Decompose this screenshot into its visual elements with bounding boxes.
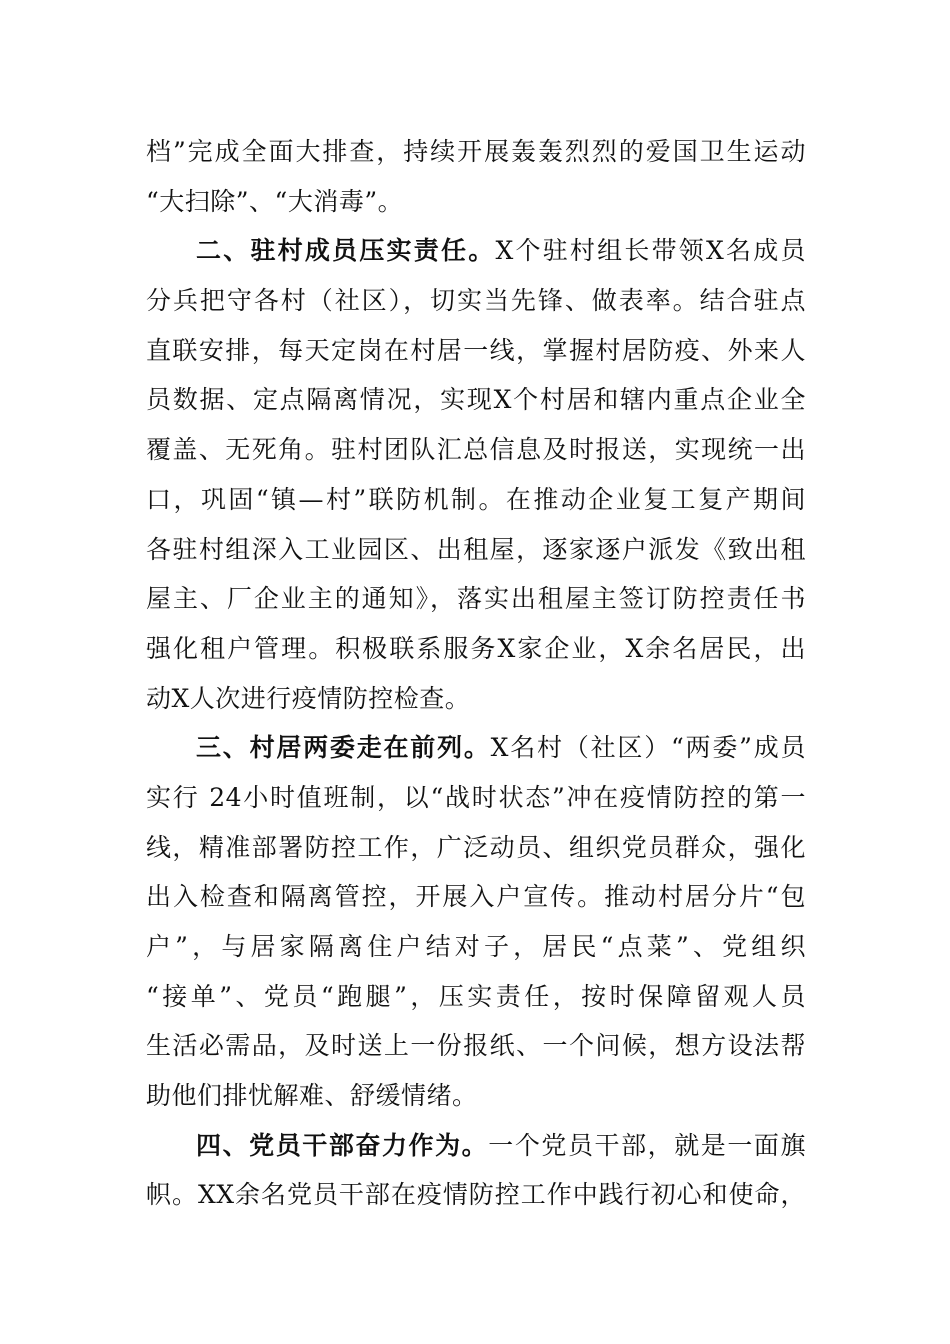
paragraph-2-line-5: 覆盖、无死角。驻村团队汇总信息及时报送，实现统一出 (146, 435, 806, 465)
section-heading-2: 二、驻村成员压实责任。 (196, 236, 496, 266)
paragraph-2-line-10: 动X人次进行疫情防控检查。 (146, 683, 471, 713)
paragraph-3-line-5: 户”，与居家隔离住户结对子，居民“点菜”、党组织 (146, 932, 806, 961)
paragraph-3-line-6: “接单”、党员“跑腿”，压实责任，按时保障留观人员 (146, 981, 806, 1011)
paragraph-2-line-1-text: X个驻村组长带领X名成员 (495, 236, 806, 266)
paragraph-2-line-3: 直联安排，每天定岗在村居一线，掌握村居防疫、外来人 (146, 335, 806, 365)
paragraph-3-line-2: 实行 24小时值班制，以“战时状态”冲在疫情防控的第一 (146, 782, 806, 812)
paragraph-1-line-2: “大扫除”、“大消毒”。 (146, 186, 404, 216)
section-heading-4: 四、党员干部奋力作为。 (196, 1130, 489, 1160)
section-heading-3: 三、村居两委走在前列。 (196, 733, 491, 763)
paragraph-2-line-1 (146, 226, 806, 276)
paragraph-4-line-1 (146, 1121, 806, 1171)
paragraph-4-line-2: 帜。XX余名党员干部在疫情防控工作中践行初心和使命， (146, 1180, 806, 1210)
paragraph-2-line-6: 口，巩固“镇—村”联防机制。在推动企业复工复产期间 (146, 484, 806, 514)
paragraph-1-line-1: 档”完成全面大排查，持续开展轰轰烈烈的爱国卫生运动 (146, 137, 806, 166)
paragraph-2-line-8: 屋主、厂企业主的通知》，落实出租屋主签订防控责任书 (146, 584, 806, 614)
paragraph-3-line-1-text: X名村（社区）“两委”成员 (490, 733, 806, 763)
paragraph-3-line-4: 出入检查和隔离管控，开展入户宣传。推动村居分片“包 (146, 882, 806, 912)
paragraph-2-line-7: 各驻村组深入工业园区、出租屋，逐家逐户派发《致出租 (146, 534, 806, 564)
paragraph-2-line-2: 分兵把守各村（社区），切实当先锋、做表率。结合驻点 (146, 286, 806, 316)
paragraph-2-line-4: 员数据、定点隔离情况，实现X个村居和辖内重点企业全 (146, 385, 806, 415)
paragraph-3-line-7: 生活必需品，及时送上一份报纸、一个问候，想方设法帮 (146, 1031, 806, 1061)
paragraph-4-line-1-text: 一个党员干部，就是一面旗 (488, 1130, 806, 1160)
paragraph-3-line-1 (146, 723, 806, 773)
paragraph-3-line-8: 助他们排忧解难、舒缓情绪。 (146, 1081, 478, 1111)
document-body (146, 127, 806, 1220)
paragraph-2-line-9: 强化租户管理。积极联系服务X家企业，X余名居民，出 (146, 633, 806, 663)
paragraph-3-line-3: 线，精准部署防控工作，广泛动员、组织党员群众，强化 (146, 832, 806, 862)
